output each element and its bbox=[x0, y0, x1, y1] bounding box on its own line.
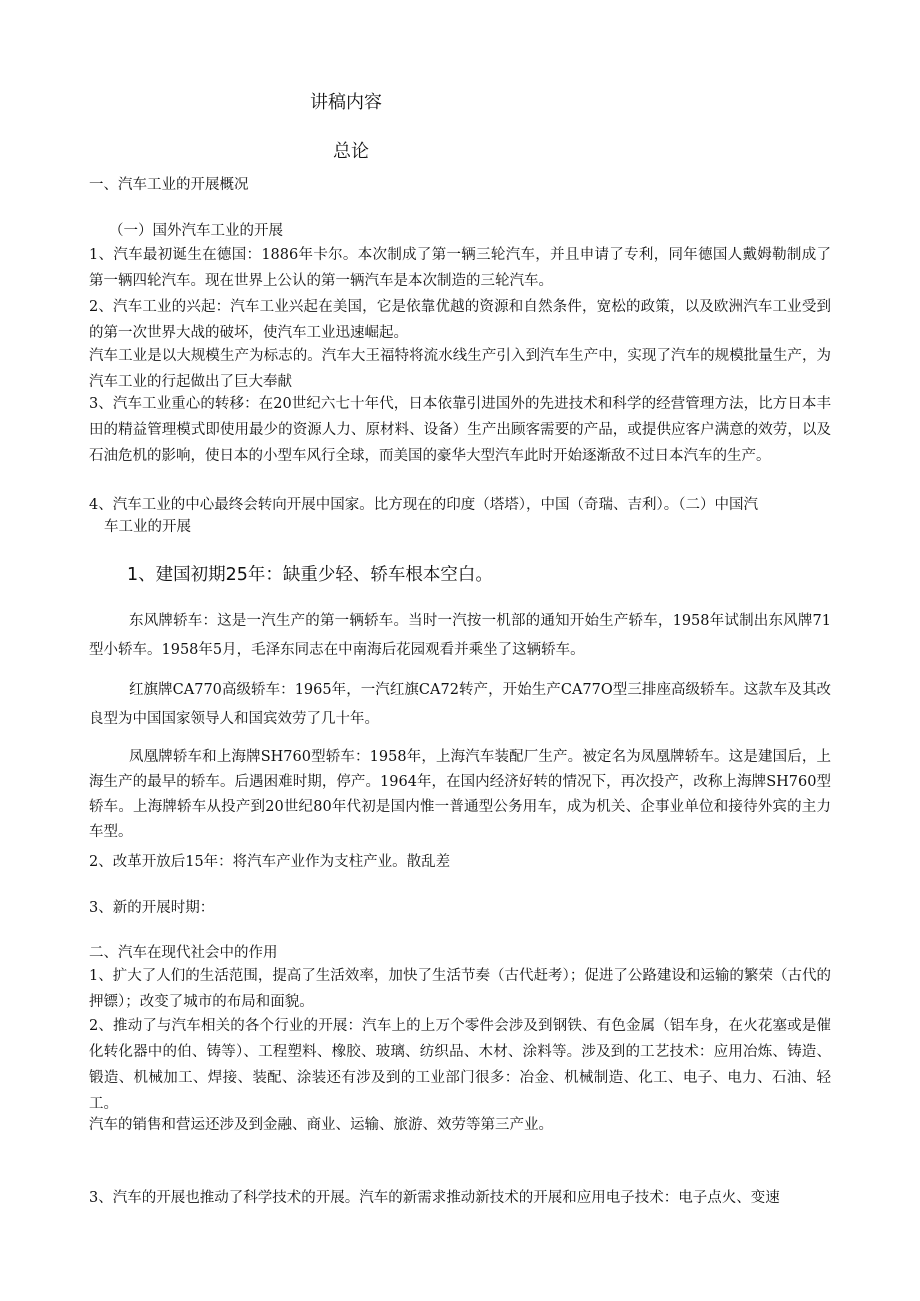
paragraph-hongqi: 红旗牌CA770高级轿车：1965年，一汽红旗CA72转产，开始生产CA77O型三排座高级轿车。这款车及其改良型为中国国家领导人和国宾效劳了几十年。 bbox=[89, 682, 831, 727]
section1-heading: 一、汽车工业的开展概况 bbox=[89, 177, 249, 193]
page-title: 讲稿内容 bbox=[310, 92, 382, 113]
paragraph-5-line-2: 车工业的开展 bbox=[104, 519, 191, 535]
paragraph-role-1: 1、扩大了人们的生活范围，提高了生活效率，加快了生活节奏（古代赶考）；促进了公路建设和运输的繁荣（古代的押镖）；改变了城市的布局和面貌。 bbox=[89, 968, 831, 1010]
paragraph-5-line-1: 4、汽车工业的中心最终会转向开展中国家。比方现在的印度（塔塔），中国（奇瑞、吉利）。（二）中国汽 bbox=[89, 497, 758, 513]
period-heading-25-years: 1、建国初期25年：缺重少轻、轿车根本空白。 bbox=[127, 565, 493, 585]
paragraph-1: 1、汽车最初诞生在德国：1886年卡尔。本次制成了第一辆三轮汽车，并且申请了专利，同年德国人戴姆勒制成了第一辆四轮汽车。现在世界上公认的第一辆汽车是本次制造的三轮汽车。 bbox=[89, 247, 831, 289]
paragraph-2: 2、汽车工业的兴起：汽车工业兴起在美国，它是依靠优越的资源和自然条件，宽松的政策，以及欧洲汽车工业受到的第一次世界大战的破坏，使汽车工业迅速崛起。 bbox=[89, 299, 831, 341]
page-subtitle: 总论 bbox=[333, 141, 369, 162]
paragraph-dongfeng: 东风牌轿车：这是一汽生产的第一辆轿车。当时一汽按一机部的通知开始生产轿车，1958年试制出东风牌71型小轿车。1958年5月，毛泽东同志在中南海后花园观看并乘坐了这辆轿车。 bbox=[89, 613, 831, 658]
section2-heading: 二、汽车在现代社会中的作用 bbox=[89, 945, 278, 961]
paragraph-3: 汽车工业是以大规模生产为标志的。汽车大王福特将流水线生产引入到汽车生产中，实现了汽车的规模批量生产，为汽车工业的行起做出了巨大奉献 bbox=[89, 348, 831, 390]
paragraph-fenghuang: 凤凰牌轿车和上海牌SH760型轿车：1958年，上海汽车装配厂生产。被定名为凤凰牌轿车。这是建国后，上海生产的最早的轿车。后遇困难时期，停产。1964年，在国内经济好转的情况下，再次投产，改称上海牌SH760型轿车。上海牌轿车从投产到20世纪80年代初是国内惟一普通型公务用车，成为机关、企事业单位和接待外宾的主力车型。 bbox=[89, 749, 831, 840]
paragraph-role-3: 汽车的销售和营运还涉及到金融、商业、运输、旅游、效劳等第三产业。 bbox=[89, 1117, 553, 1133]
paragraph-role-2: 2、推动了与汽车相关的各个行业的开展：汽车上的上万个零件会涉及到钢铁、有色金属（铝车身，在火花塞或是催化转化器中的伯、铸等）、工程塑料、橡胶、玻璃、纺织品、木材、涂料等。涉及到的工艺技术：应用冶炼、铸造、锻造、机械加工、焊接、装配、涂装还有涉及到的工业部门很多：冶金、机械制造、化工、电子、电力、石油、轻工。 bbox=[89, 1018, 831, 1112]
paragraph-reform: 2、改革开放后15年：将汽车产业作为支柱产业。散乱差 bbox=[89, 854, 451, 870]
paragraph-tech: 3、汽车的开展也推动了科学技术的开展。汽车的新需求推动新技术的开展和应用电子技术：电子点火、变速 bbox=[89, 1190, 780, 1206]
paragraph-4: 3、汽车工业重心的转移：在20世纪六七十年代，日本依靠引进国外的先进技术和科学的经营管理方法，比方日本丰田的精益管理模式即使用最少的资源人力、原材料、设备）生产出顾客需要的产品，或提供应客户满意的效劳，以及石油危机的影响，使日本的小型车风行全球，而美国的豪华大型汽车此时开始逐渐敌不过日本汽车的生产。 bbox=[89, 396, 831, 464]
paragraph-new-period: 3、新的开展时期： bbox=[89, 900, 215, 916]
subsection1-heading: （一）国外汽车工业的开展 bbox=[109, 223, 283, 239]
